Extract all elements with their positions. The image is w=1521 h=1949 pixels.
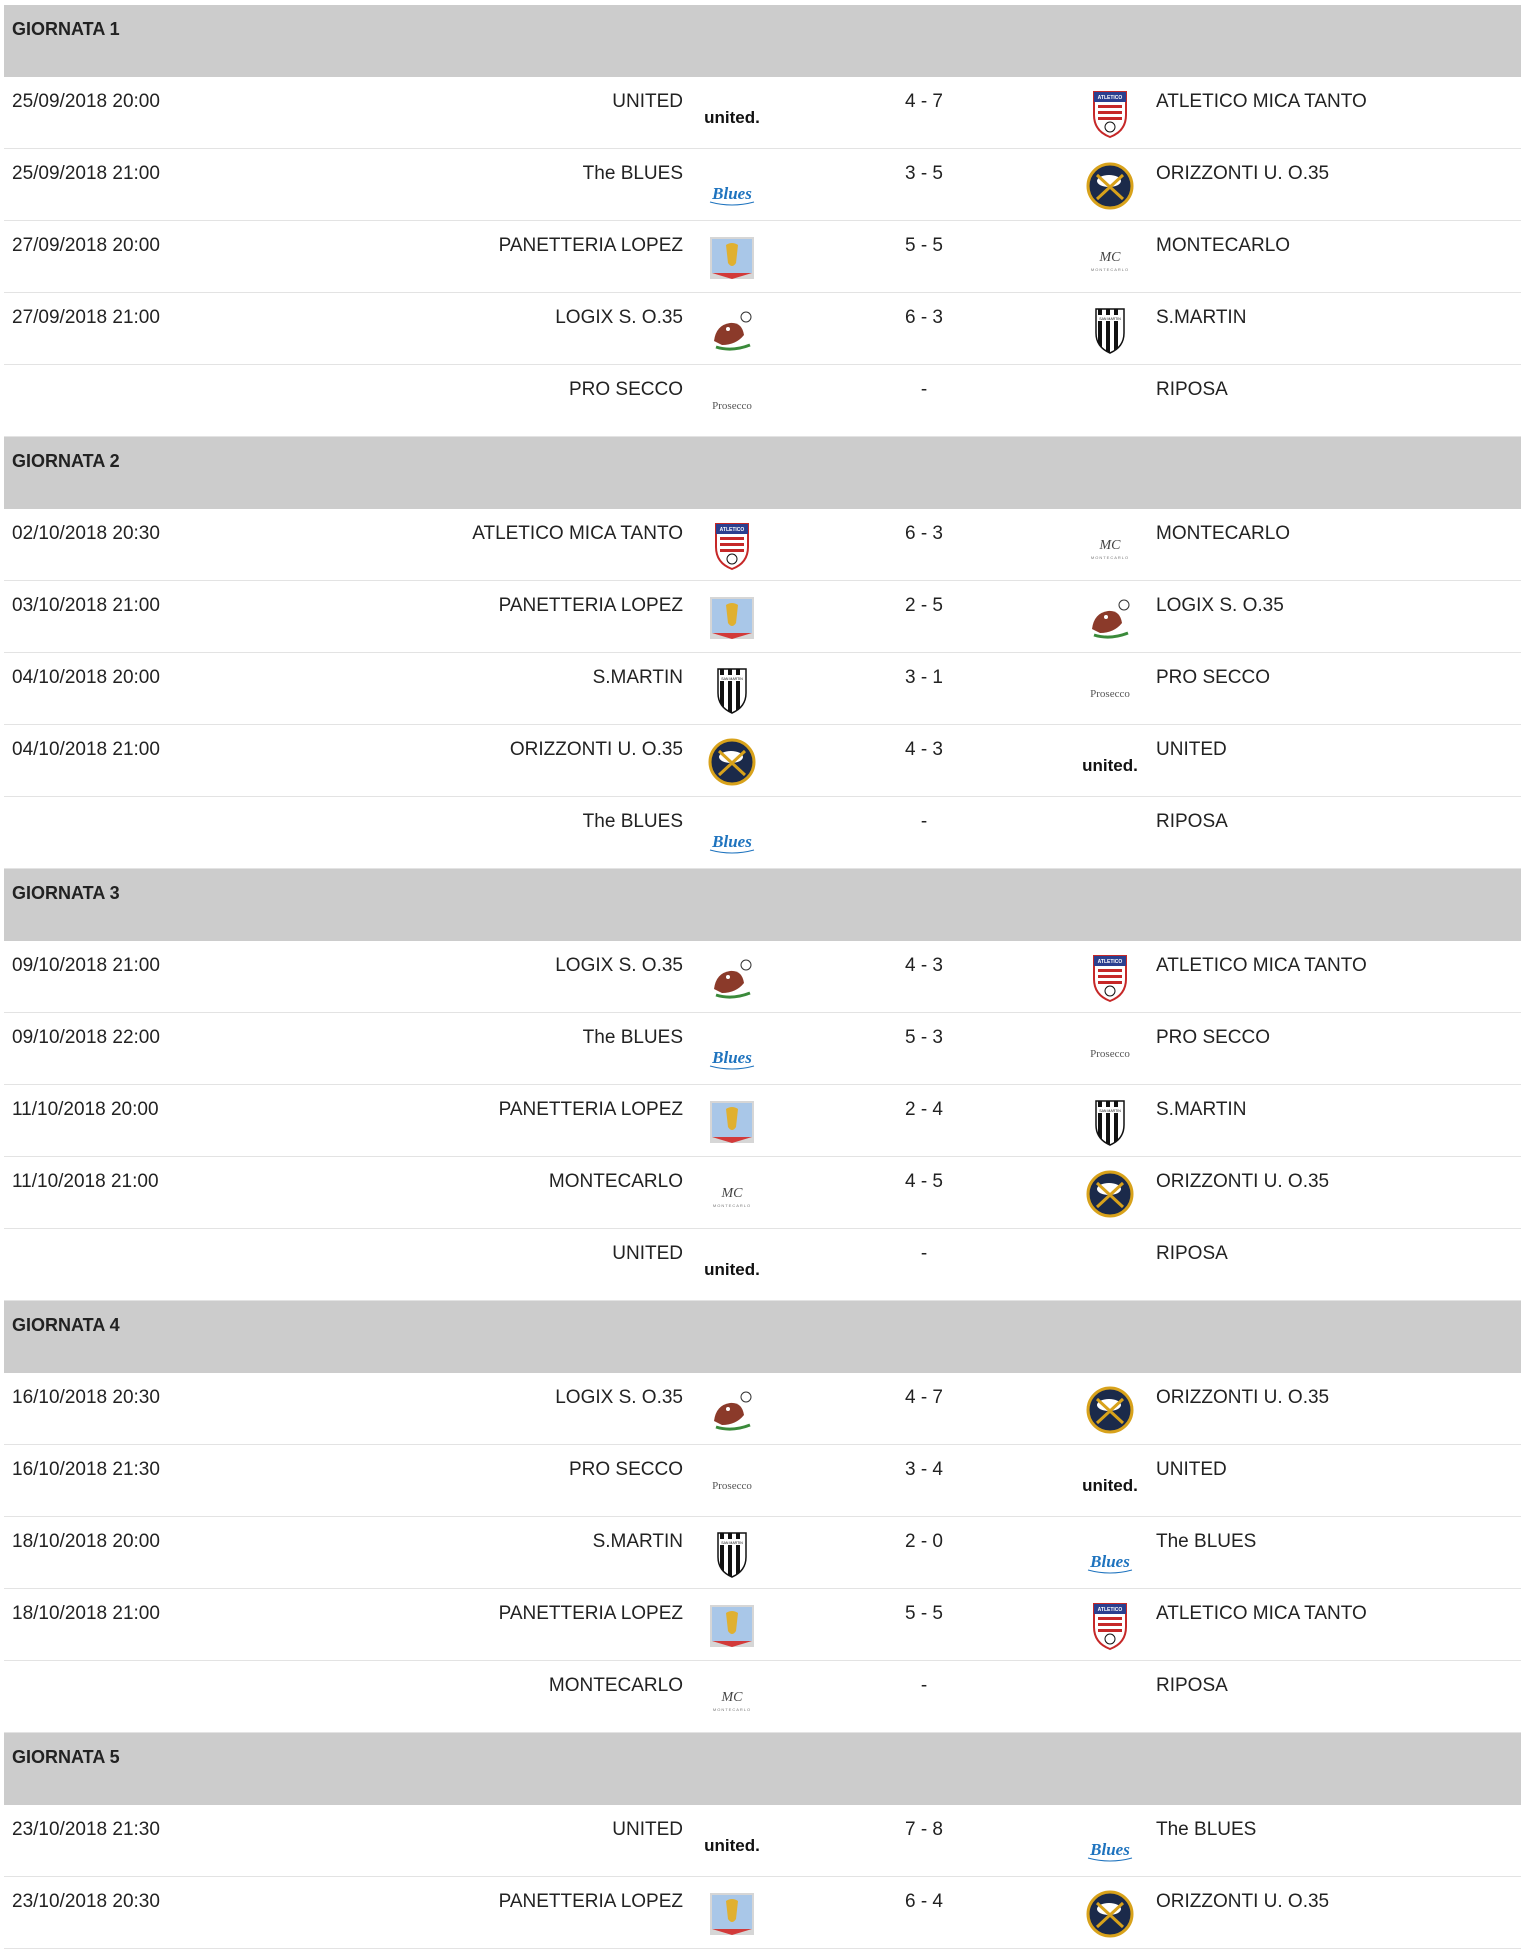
prosecco-wordmark: Prosecco — [712, 400, 752, 412]
match-date: 27/09/2018 20:00 — [12, 235, 160, 256]
home-team-name[interactable]: S.MARTIN — [592, 1531, 683, 1552]
montecarlo-mark: MC — [1099, 538, 1121, 553]
away-team-logo-empty — [1080, 1241, 1140, 1291]
away-team-orizzonti-buffalo-logo — [1080, 1889, 1140, 1939]
away-team-blues-logo — [1080, 1817, 1140, 1867]
away-team-name[interactable]: ORIZZONTI U. O.35 — [1156, 1387, 1330, 1408]
match-score: - — [920, 811, 928, 832]
prosecco-wordmark: Prosecco — [1090, 688, 1130, 700]
match-score: 4 - 5 — [904, 1171, 944, 1192]
home-team-logix-logo — [702, 305, 762, 355]
home-team-name[interactable]: MONTECARLO — [548, 1675, 683, 1696]
home-team-logix-logo — [702, 1385, 762, 1435]
away-team-logix-logo — [1080, 593, 1140, 643]
match-date: 04/10/2018 20:00 — [12, 667, 160, 688]
away-team-smartin-shield-logo — [1080, 1097, 1140, 1147]
blues-wordmark: Blues — [1090, 1552, 1130, 1571]
blues-wordmark: Blues — [1090, 1840, 1130, 1859]
home-team-name[interactable]: The BLUES — [582, 1027, 683, 1048]
away-team-name[interactable]: ORIZZONTI U. O.35 — [1156, 1171, 1330, 1192]
home-team-orizzonti-buffalo-logo — [702, 737, 762, 787]
montecarlo-mark: MC — [1099, 250, 1121, 265]
away-team-name[interactable]: UNITED — [1156, 739, 1227, 760]
away-team-blues-logo — [1080, 1529, 1140, 1579]
match-row — [4, 1157, 1521, 1229]
match-score: 4 - 3 — [904, 739, 944, 760]
away-team-united-logo — [1080, 737, 1140, 787]
away-team-name[interactable]: The BLUES — [1156, 1819, 1257, 1840]
home-team-montecarlo-logo — [702, 1673, 762, 1723]
match-date: 09/10/2018 21:00 — [12, 955, 160, 976]
home-team-panetteria-logo — [702, 1601, 762, 1651]
home-team-name[interactable]: ORIZZONTI U. O.35 — [509, 739, 683, 760]
match-score: 3 - 4 — [904, 1459, 944, 1480]
round-header: GIORNATA 3 — [4, 869, 1521, 941]
united-wordmark: united. — [1082, 756, 1138, 775]
round-header: GIORNATA 2 — [4, 437, 1521, 509]
match-score: - — [920, 1675, 928, 1696]
match-row — [4, 1661, 1521, 1733]
away-team-name[interactable]: S.MARTIN — [1156, 1099, 1247, 1120]
home-team-name[interactable]: PANETTERIA LOPEZ — [498, 1891, 683, 1912]
smartin-band: SAN MARTIN — [721, 677, 743, 681]
match-row — [4, 1805, 1521, 1877]
home-team-name[interactable]: The BLUES — [582, 811, 683, 832]
home-team-smartin-shield-logo — [702, 1529, 762, 1579]
match-score: 4 - 3 — [904, 955, 944, 976]
home-team-name[interactable]: S.MARTIN — [592, 667, 683, 688]
away-team-name[interactable]: The BLUES — [1156, 1531, 1257, 1552]
match-date: 25/09/2018 21:00 — [12, 163, 160, 184]
home-team-prosecco-logo — [702, 377, 762, 427]
away-team-atletico-shield-logo — [1080, 89, 1140, 139]
away-team-name[interactable]: ATLETICO MICA TANTO — [1156, 955, 1367, 976]
match-row — [4, 941, 1521, 1013]
match-row — [4, 1589, 1521, 1661]
match-score: 2 - 0 — [904, 1531, 944, 1552]
round-header: GIORNATA 1 — [4, 5, 1521, 77]
away-team-name[interactable]: ORIZZONTI U. O.35 — [1156, 163, 1330, 184]
away-team-name[interactable]: RIPOSA — [1156, 1243, 1228, 1264]
match-score: 6 - 3 — [904, 523, 944, 544]
match-score: 3 - 5 — [904, 163, 944, 184]
match-date: 16/10/2018 20:30 — [12, 1387, 160, 1408]
away-team-orizzonti-buffalo-logo — [1080, 161, 1140, 211]
home-team-name[interactable]: PANETTERIA LOPEZ — [498, 235, 683, 256]
away-team-name[interactable]: ORIZZONTI U. O.35 — [1156, 1891, 1330, 1912]
match-row — [4, 149, 1521, 221]
match-row — [4, 293, 1521, 365]
match-row — [4, 725, 1521, 797]
match-row — [4, 1085, 1521, 1157]
home-team-blues-logo — [702, 809, 762, 859]
smartin-band: SAN MARTIN — [1099, 317, 1121, 321]
atletico-band: ATLETICO — [1097, 959, 1123, 965]
match-row — [4, 1877, 1521, 1949]
away-team-logo-empty — [1080, 1673, 1140, 1723]
home-team-united-logo — [702, 1241, 762, 1291]
united-wordmark: united. — [1082, 1476, 1138, 1495]
home-team-name[interactable]: The BLUES — [582, 163, 683, 184]
home-team-name[interactable]: UNITED — [612, 1819, 683, 1840]
home-team-united-logo — [702, 89, 762, 139]
home-team-name[interactable]: UNITED — [612, 91, 683, 112]
home-team-name[interactable]: LOGIX S. O.35 — [555, 307, 683, 328]
match-score: - — [920, 1243, 928, 1264]
match-row — [4, 581, 1521, 653]
match-score: 5 - 5 — [904, 235, 944, 256]
away-team-name[interactable]: PRO SECCO — [1156, 667, 1271, 688]
away-team-atletico-shield-logo — [1080, 1601, 1140, 1651]
prosecco-wordmark: Prosecco — [712, 1480, 752, 1492]
home-team-name[interactable]: ATLETICO MICA TANTO — [472, 523, 683, 544]
away-team-name[interactable]: MONTECARLO — [1156, 523, 1291, 544]
away-team-name[interactable]: LOGIX S. O.35 — [1156, 595, 1284, 616]
match-date: 11/10/2018 20:00 — [12, 1099, 159, 1120]
blues-wordmark: Blues — [712, 832, 752, 851]
match-score: 3 - 1 — [904, 667, 944, 688]
montecarlo-mark: MC — [721, 1186, 743, 1201]
match-row — [4, 1013, 1521, 1085]
match-score: 5 - 3 — [904, 1027, 944, 1048]
away-team-name[interactable]: RIPOSA — [1156, 379, 1228, 400]
match-date: 18/10/2018 20:00 — [12, 1531, 160, 1552]
away-team-united-logo — [1080, 1457, 1140, 1507]
away-team-name[interactable]: ATLETICO MICA TANTO — [1156, 1603, 1367, 1624]
home-team-name[interactable]: UNITED — [612, 1243, 683, 1264]
away-team-name[interactable]: RIPOSA — [1156, 1675, 1228, 1696]
away-team-logo-empty — [1080, 377, 1140, 427]
round-header: GIORNATA 5 — [4, 1733, 1521, 1805]
match-score: - — [920, 379, 928, 400]
atletico-band: ATLETICO — [719, 527, 745, 533]
match-score: 4 - 7 — [904, 1387, 944, 1408]
match-row — [4, 797, 1521, 869]
united-wordmark: united. — [704, 1260, 760, 1279]
match-score: 2 - 4 — [904, 1099, 944, 1120]
united-wordmark: united. — [704, 1836, 760, 1855]
away-team-smartin-shield-logo — [1080, 305, 1140, 355]
away-team-name[interactable]: ATLETICO MICA TANTO — [1156, 91, 1367, 112]
home-team-name[interactable]: MONTECARLO — [548, 1171, 683, 1192]
montecarlo-word: MONTECARLO — [1090, 267, 1130, 272]
home-team-name[interactable]: PANETTERIA LOPEZ — [498, 1603, 683, 1624]
match-row — [4, 1517, 1521, 1589]
away-team-name[interactable]: PRO SECCO — [1156, 1027, 1271, 1048]
away-team-orizzonti-buffalo-logo — [1080, 1385, 1140, 1435]
home-team-blues-logo — [702, 1025, 762, 1075]
away-team-prosecco-logo — [1080, 665, 1140, 715]
match-date: 04/10/2018 21:00 — [12, 739, 160, 760]
match-date: 23/10/2018 21:30 — [12, 1819, 160, 1840]
montecarlo-mark: MC — [721, 1690, 743, 1705]
match-score: 6 - 4 — [904, 1891, 944, 1912]
away-team-name[interactable]: S.MARTIN — [1156, 307, 1247, 328]
home-team-panetteria-logo — [702, 1097, 762, 1147]
home-team-panetteria-logo — [702, 233, 762, 283]
home-team-name[interactable]: LOGIX S. O.35 — [555, 1387, 683, 1408]
blues-wordmark: Blues — [712, 1048, 752, 1067]
away-team-montecarlo-logo — [1080, 521, 1140, 571]
home-team-panetteria-logo — [702, 593, 762, 643]
home-team-name[interactable]: PANETTERIA LOPEZ — [498, 1099, 683, 1120]
away-team-atletico-shield-logo — [1080, 953, 1140, 1003]
home-team-blues-logo — [702, 161, 762, 211]
away-team-logo-empty — [1080, 809, 1140, 859]
united-wordmark: united. — [704, 108, 760, 127]
blues-wordmark: Blues — [712, 184, 752, 203]
match-date: 25/09/2018 20:00 — [12, 91, 160, 112]
home-team-united-logo — [702, 1817, 762, 1867]
match-row — [4, 221, 1521, 293]
home-team-panetteria-logo — [702, 1889, 762, 1939]
montecarlo-word: MONTECARLO — [712, 1203, 752, 1208]
match-row — [4, 509, 1521, 581]
match-score: 2 - 5 — [904, 595, 944, 616]
montecarlo-word: MONTECARLO — [1090, 555, 1130, 560]
match-date: 11/10/2018 21:00 — [12, 1171, 159, 1192]
match-score: 6 - 3 — [904, 307, 944, 328]
home-team-logix-logo — [702, 953, 762, 1003]
match-date: 09/10/2018 22:00 — [12, 1027, 160, 1048]
match-score: 4 - 7 — [904, 91, 944, 112]
away-team-name[interactable]: UNITED — [1156, 1459, 1227, 1480]
match-row — [4, 1229, 1521, 1301]
round-header: GIORNATA 4 — [4, 1301, 1521, 1373]
montecarlo-word: MONTECARLO — [712, 1707, 752, 1712]
match-date: 23/10/2018 20:30 — [12, 1891, 160, 1912]
home-team-name[interactable]: PANETTERIA LOPEZ — [498, 595, 683, 616]
match-row — [4, 1373, 1521, 1445]
match-row — [4, 653, 1521, 725]
home-team-name[interactable]: LOGIX S. O.35 — [555, 955, 683, 976]
match-score: 5 - 5 — [904, 1603, 944, 1624]
atletico-band: ATLETICO — [1097, 95, 1123, 101]
away-team-montecarlo-logo — [1080, 233, 1140, 283]
atletico-band: ATLETICO — [1097, 1607, 1123, 1613]
away-team-name[interactable]: MONTECARLO — [1156, 235, 1291, 256]
match-score: 7 - 8 — [904, 1819, 944, 1840]
home-team-name[interactable]: PRO SECCO — [568, 379, 683, 400]
away-team-prosecco-logo — [1080, 1025, 1140, 1075]
home-team-prosecco-logo — [702, 1457, 762, 1507]
match-date: 03/10/2018 21:00 — [12, 595, 160, 616]
home-team-smartin-shield-logo — [702, 665, 762, 715]
away-team-orizzonti-buffalo-logo — [1080, 1169, 1140, 1219]
schedule-table — [4, 5, 1521, 1949]
match-date: 16/10/2018 21:30 — [12, 1459, 160, 1480]
match-row — [4, 365, 1521, 437]
home-team-atletico-shield-logo — [702, 521, 762, 571]
match-row — [4, 1445, 1521, 1517]
home-team-name[interactable]: PRO SECCO — [568, 1459, 683, 1480]
prosecco-wordmark: Prosecco — [1090, 1048, 1130, 1060]
match-date: 02/10/2018 20:30 — [12, 523, 160, 544]
home-team-montecarlo-logo — [702, 1169, 762, 1219]
away-team-name[interactable]: RIPOSA — [1156, 811, 1228, 832]
match-date: 18/10/2018 21:00 — [12, 1603, 160, 1624]
match-row — [4, 77, 1521, 149]
smartin-band: SAN MARTIN — [1099, 1109, 1121, 1113]
match-date: 27/09/2018 21:00 — [12, 307, 160, 328]
smartin-band: SAN MARTIN — [721, 1541, 743, 1545]
